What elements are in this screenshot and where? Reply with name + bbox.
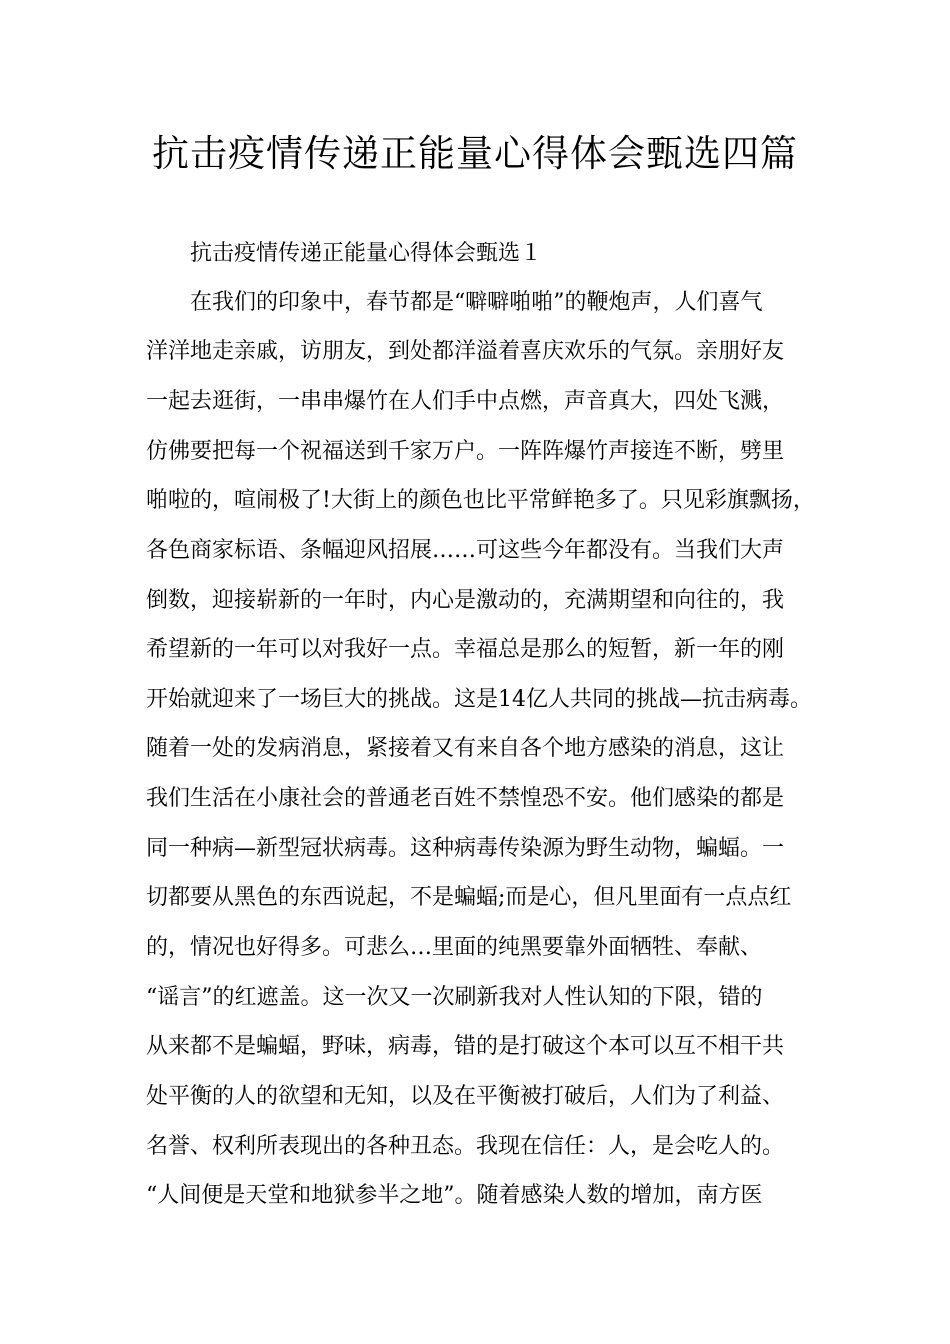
body-line: 我们生活在小康社会的普通老百姓不禁惶恐不安。他们感染的都是 — [146, 786, 785, 811]
body-line: 开始就迎来了一场巨大的挑战。这是14亿人共同的挑战—抗击病毒。 — [146, 687, 812, 712]
body-line: 在我们的印象中，春节都是“噼噼啪啪”的鞭炮声，人们喜气 — [190, 290, 763, 315]
body-line: 各色商家标语、条幅迎风招展……可这些今年都没有。当我们大声 — [146, 538, 785, 563]
body-line: 倒数，迎接崭新的一年时，内心是激动的，充满期望和向往的，我 — [146, 588, 785, 613]
document-title: 抗击疫情传递正能量心得体会甄选四篇 — [152, 132, 798, 175]
body-line: 的，情况也好得多。可悲么…里面的纯黑要靠外面牺牲、奉献、 — [146, 935, 763, 960]
body-line: “人间便是天堂和地狱参半之地”。随着感染人数的增加，南方医 — [146, 1183, 763, 1208]
body-line: 切都要从黑色的东西说起，不是蝙蝠;而是心，但凡里面有一点点红 — [146, 885, 792, 910]
body-line: 啪啦的，喧闹极了!大街上的颜色也比平常鲜艳多了。只见彩旗飘扬， — [146, 488, 815, 513]
body-line: 同一种病—新型冠状病毒。这种病毒传染源为野生动物，蝙蝠。一 — [146, 836, 785, 861]
body-line: 仿佛要把每一个祝福送到千家万户。一阵阵爆竹声接连不断，劈里 — [146, 439, 785, 464]
body-line: 名誉、权利所表现出的各种丑态。我现在信任：人，是会吃人的。 — [146, 1134, 785, 1159]
body-line: “谣言”的红遮盖。这一次又一次刷新我对人性认知的下限，错的 — [146, 985, 763, 1010]
section-heading: 抗击疫情传递正能量心得体会甄选１ — [190, 241, 543, 266]
body-line: 随着一处的发病消息，紧接着又有来自各个地方感染的消息，这让 — [146, 736, 785, 761]
body-line: 一起去逛街，一串串爆竹在人们手中点燃，声音真大，四处飞溅， — [146, 389, 785, 414]
body-line: 从来都不是蝙蝠，野味，病毒，错的是打破这个本可以互不相干共 — [146, 1034, 785, 1059]
body-line: 洋洋地走亲戚，访朋友，到处都洋溢着喜庆欢乐的气氛。亲朋好友 — [146, 339, 785, 364]
body-line: 希望新的一年可以对我好一点。幸福总是那么的短暂，新一年的刚 — [146, 637, 785, 662]
body-line: 处平衡的人的欲望和无知，以及在平衡被打破后，人们为了利益、 — [146, 1084, 785, 1109]
